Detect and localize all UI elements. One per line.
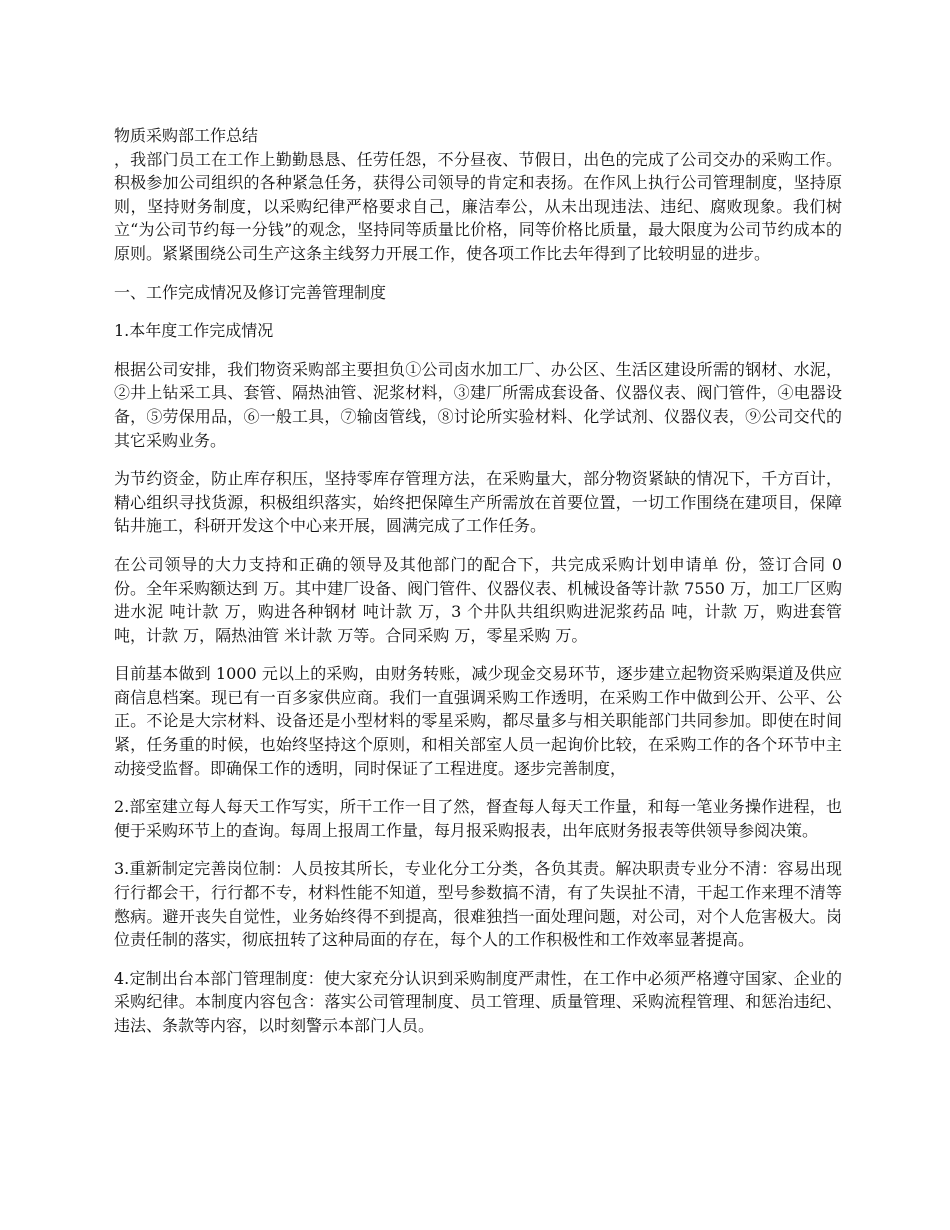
item-2-paragraph: 2.部室建立每人每天工作写实，所干工作一目了然，督查每人每天工作量，和每一笔业务操作进程，也便于采购环节上的查询。每周上报周工作量，每月报采购报表，出年底财务报表等供领导参阅决策。 <box>114 797 842 840</box>
duties-paragraph: 根据公司安排，我们物资采购部主要担负①公司卤水加工厂、办公区、生活区建设所需的钢材、水泥，②井上钻采工具、套管、隔热油管、泥浆材料，③建厂所需成套设备、仪器仪表、阀门管件，④电器设备，⑤劳保用品，⑥一般工具，⑦输卤管线，⑧讨论所实验材料、化学试剂、仪器仪表，⑨公司交代的其它采购业务。 <box>114 359 842 450</box>
intro-paragraph: ，我部门员工在工作上勤勤恳恳、任劳任怨，不分昼夜、节假日，出色的完成了公司交办的采购工作。积极参加公司组织的各种紧急任务，获得公司领导的肯定和表扬。在作风上执行公司管理制度，坚持原则，坚持财务制度，以采购纪律严格要求自己，廉洁奉公，从未出现违法、违纪、腐败现象。我们树立“为公司节约每一分钱”的观念，坚持同等质量比价格，同等价格比质量，最大限度为公司节约成本的原则。紧紧围绕公司生产这条主线努力开展工作，使各项工作比去年得到了比较明显的进步。 <box>114 149 842 263</box>
saving-paragraph: 为节约资金，防止库存积压，坚持零库存管理方法，在采购量大，部分物资紧缺的情况下，千方百计，精心组织寻找货源，积极组织落实，始终把保障生产所需放在首要位置，一切工作围绕在建项目，保障钻井施工，科研开发这个中心来开展，圆满完成了工作任务。 <box>114 469 842 536</box>
transparency-paragraph: 目前基本做到 1000 元以上的采购，由财务转账，减少现金交易环节，逐步建立起物资采购渠道及供应商信息档案。现已有一百多家供应商。我们一直强调采购工作透明，在采购工作中做到公开、公平、公正。不论是大宗材料、设备还是小型材料的零星采购，都尽量多与相关职能部门共同参加。即使在时间紧，任务重的时候，也始终坚持这个原则，和相关部室人员一起询价比较，在采购工作的各个环节中主动接受监督。即确保工作的透明，同时保证了工程进度。逐步完善制度， <box>114 664 842 778</box>
document-title: 物质采购部工作总结 <box>114 126 259 145</box>
document-page <box>114 124 842 1053</box>
statistics-paragraph: 在公司领导的大力支持和正确的领导及其他部门的配合下，共完成采购计划申请单 份，签订合同 0 份。全年采购额达到 万。其中建厂设备、阀门管件、仪器仪表、机械设备等计款 7550 万，加工厂区购进水泥 吨计款 万，购进各种钢材 吨计款 万，3 个井队共组织购进泥浆药品 吨，计款 万，购进套管 吨，计款 万，隔热油管 米计款 万等。合同采购 万，零星采购 万。 <box>114 554 842 645</box>
subsection-heading-1: 1.本年度工作完成情况 <box>114 321 274 341</box>
item-4-paragraph: 4.定制出台本部门管理制度：使大家充分认识到采购制度严肃性，在工作中必须严格遵守国家、企业的采购纪律。本制度内容包含：落实公司管理制度、员工管理、质量管理、采购流程管理、和惩治违纪、违法、条款等内容，以时刻警示本部门人员。 <box>114 968 842 1035</box>
section-heading-1: 一、工作完成情况及修订完善管理制度 <box>114 282 387 302</box>
item-3-paragraph: 3.重新制定完善岗位制：人员按其所长，专业化分工分类，各负其责。解决职责专业分不清：容易出现行行都会干，行行都不专，材料性能不知道，型号参数搞不清，有了失误扯不清，干起工作来理不清等憋病。避开丧失自觉性，业务始终得不到提高，很难独挡一面处理问题，对公司，对个人危害极大。岗位责任制的落实，彻底扭转了这种局面的存在，每个人的工作积极性和工作效率显著提高。 <box>114 859 842 950</box>
